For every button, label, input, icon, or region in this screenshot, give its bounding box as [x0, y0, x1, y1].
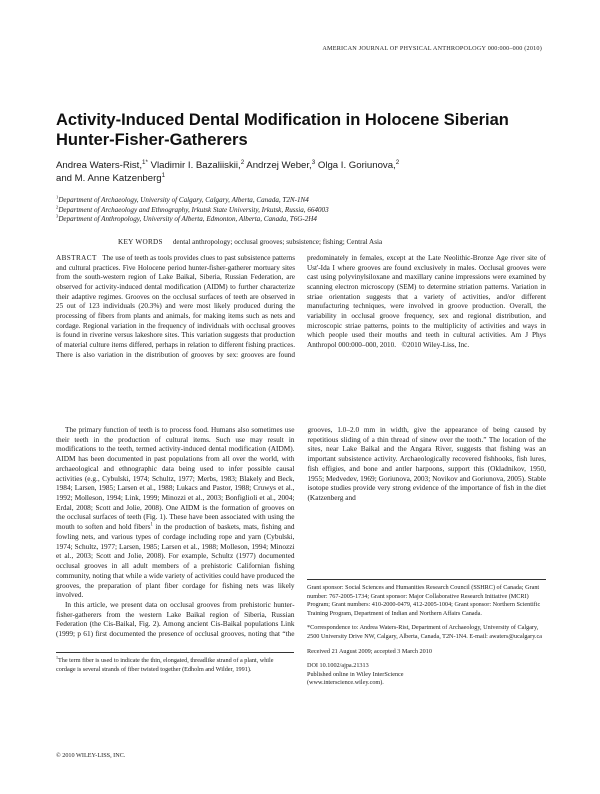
author-name: Andrea Waters-Rist, — [56, 160, 143, 171]
author-sup: 3 — [311, 158, 316, 166]
received-dates: Received 21 August 2009; accepted 3 March 2010 — [307, 647, 432, 655]
footnote-text: The term fiber is used to indicate the thin, elongated, threadlike strand of a plant, while cordage is several strands of fiber twisted together (Edholm and Wilder, 1991). — [56, 657, 274, 673]
paragraph: The primary function of teeth is to process food. Humans also sometimes use their teeth in the production of cultural items. Such use may result in modifications to the teeth, termed activity-induced dental modification (AIDM). AIDM has been documented in past populations from all over the world, with archaeological and ethnographic data being used to infer possible causal activities (e.g., Cybulski, 1974; Schultz, 1977; Merbs, 1983; Blakely and Beck, 1984; Larsen, 1985; Larsen et al., 1988; Lukacs and Pastor, 1988; Cruwys et al., 1992; Molleson, 1994; Link, 1999; Minozzi et al., 2003; Bonfiglioli et al., 2004; Erdal, 2008; Scott and Jolie, 2008). One AIDM is the formation of grooves on the occlusal surfaces of teeth (Fig. 1). These have been associated with using the mouth to soften and hold fibers$^1$ in the production of baskets, mats, fishing and fowling nets, and various types of cordage including rope and yarn (Cybulski, 1974; Schultz, 1977; Larsen, 1985; Larsen et al., 1988; Molleson, 1994; Minozzi et al., 2003; Scott and Jolie, 2008). For example, Schultz (1977) documented occlusal grooves in all adult members of a prehistoric Californian fishing community, noting that while a wide variety of activities could have produced the grooves, the preparation of plant fiber cordage for fishing nets was likely involved. — [56, 425, 295, 600]
author-list — [56, 160, 536, 185]
author-name: Andrzej Weber, — [244, 160, 312, 171]
copyright-footer: © 2010 WILEY-LISS, INC. — [56, 752, 126, 759]
affiliation-item: $^1$Department of Archaeology, University of Calgary, Calgary, Alberta, Canada, T2N-1N4 — [56, 194, 309, 204]
abstract-copyright: ©2010 Wiley-Liss, Inc. — [401, 340, 470, 349]
author-sup: 1 — [161, 171, 166, 179]
affiliation-item: $^2$Department of Archaeology and Ethnography, Irkutsk State University, Irkutsk, Russia, 664003 — [56, 204, 329, 214]
article-title: Activity-Induced Dental Modification in Holocene Siberian Hunter-Fisher-Gatherers — [56, 111, 509, 149]
footnote-ref: 1 — [150, 522, 153, 528]
author-name: Vladimir I. Bazaliiskii, — [147, 160, 241, 171]
author-name: and M. Anne Katzenberg — [56, 172, 162, 184]
keywords-text: dental anthropology; occlusal grooves; subsistence; fishing; Central Asia — [172, 238, 383, 246]
paragraph: In this article, we present data on occlusal grooves from prehistoric hunter-fisher-gatherers from the western Lake Baikal region of Siberia, Russian Federation (the Cis-Baikal, Fig. 2). Among ancient Cis-Baikal populations Link (1999; p 61) first documented the presence of occlusal grooves, noting that “the grooves, 1.0–2.0 mm in width, give the appearance of being caused by repetitious sliding of a thin thread of sinew over the tooth.” The location of the sites, near Lake Baikal and the Angara River, suggests that fishing was an important subsistence activity. Archaeologically recovered fishhooks, fish lures, fish effigies, and bone and antler harpoons, support this (Okladnikov, 1950, 1955; Medvedev, 1969; Goriunova, 2003; Novikov and Goriunova, 2005). Stable isotope studies provide very strong evidence of the importance of fish in the diet (Katzenberg and — [56, 425, 546, 639]
affiliation-item: $^3$Department of Anthropology, University of Alberta, Edmonton, Alberta, Canada, T6G-2H4 — [56, 213, 317, 224]
abstract-label: ABSTRACT — [56, 254, 97, 262]
author-sup: 2 — [240, 158, 245, 166]
keywords-label: KEY WORDS — [118, 238, 163, 246]
author-sup: 1* — [142, 158, 148, 166]
doi: DOI 10.1002/ajpa.21313 — [307, 662, 369, 670]
article-notes — [307, 579, 546, 688]
abstract-text: The use of teeth as tools provides clues to past subsistence patterns and cultural practices. Five Holocene period hunter-fisher-gatherer mortuary sites from the south-western region of Lake Baikal, Siberia, Russian Federation, are observed for activity-induced dental modification (AIDM) to further characterize their adaptive regimes. Grooves on the occlusal surfaces of teeth are observed in 25 out of 123 individuals (20.3%) and were most likely produced during the processing of fibers from plants and animals, for making items such as nets and cordage. Regional variation in the frequency of individuals with occlusal grooves is found in riverine versus lakeshore sites. This variation suggests that production of material culture items differed, perhaps in relation to different fishing practices. There is also variation in the distribution of grooves by sex: grooves are found predominately in females, except at the Late Neolithic-Bronze Age river site of Ust'-Ida I where grooves are found exclusively in males. Occlusal grooves were cast using polyvinylsiloxane and maxillary canine impressions were examined by scanning electron microscopy (SEM) to determine striation patterns. Variation in striae orientation suggests that a variety of activities, and/or different manufacturing techniques, were involved in groove production. Overall, the variability in occlusal groove frequency, sex and regional distribution, and microscopic striae patterns, points to the multiplicity of activities and ways in which people used their mouths and teeth in cultural activities. Am J Phys Anthropol 000:000–000, 2010. — [56, 254, 546, 359]
published-online: Published online in Wiley InterScience — [307, 670, 404, 678]
publisher-url: (www.interscience.wiley.com). — [307, 679, 384, 687]
journal-header: AMERICAN JOURNAL OF PHYSICAL ANTHROPOLOGY 000:000–000 (2010) — [322, 45, 542, 52]
footnote — [56, 652, 294, 674]
abstract — [56, 254, 546, 389]
affiliations — [56, 196, 546, 225]
author-name: Olga I. Goriunova, — [315, 160, 396, 171]
correspondence: *Correspondence to: Andrea Waters-Rist, Department of Archaeology, University of Calgary, 2500 University Drive NW, Calgary, Alberta, Canada, T2N-1N4. E-mail: awaters@ucalgary.ca — [307, 624, 542, 640]
author-sup: 2 — [395, 158, 400, 166]
keywords-line — [56, 238, 546, 246]
grant-info: Grant sponsor: Social Sciences and Humanities Research Council (SSHRC) of Canada; Grant number: 767-2005-1734; Grant sponsor: Major Collaborative Research Initiative (MCRI) Program; Grant numbers: 410-2000-0479, 412-2005-1004; Grant sponsor: Northern Scientific Training Program, Department of Indian and Northern Affairs Canada. — [307, 584, 541, 617]
footnote-marker: 1 — [56, 654, 59, 660]
